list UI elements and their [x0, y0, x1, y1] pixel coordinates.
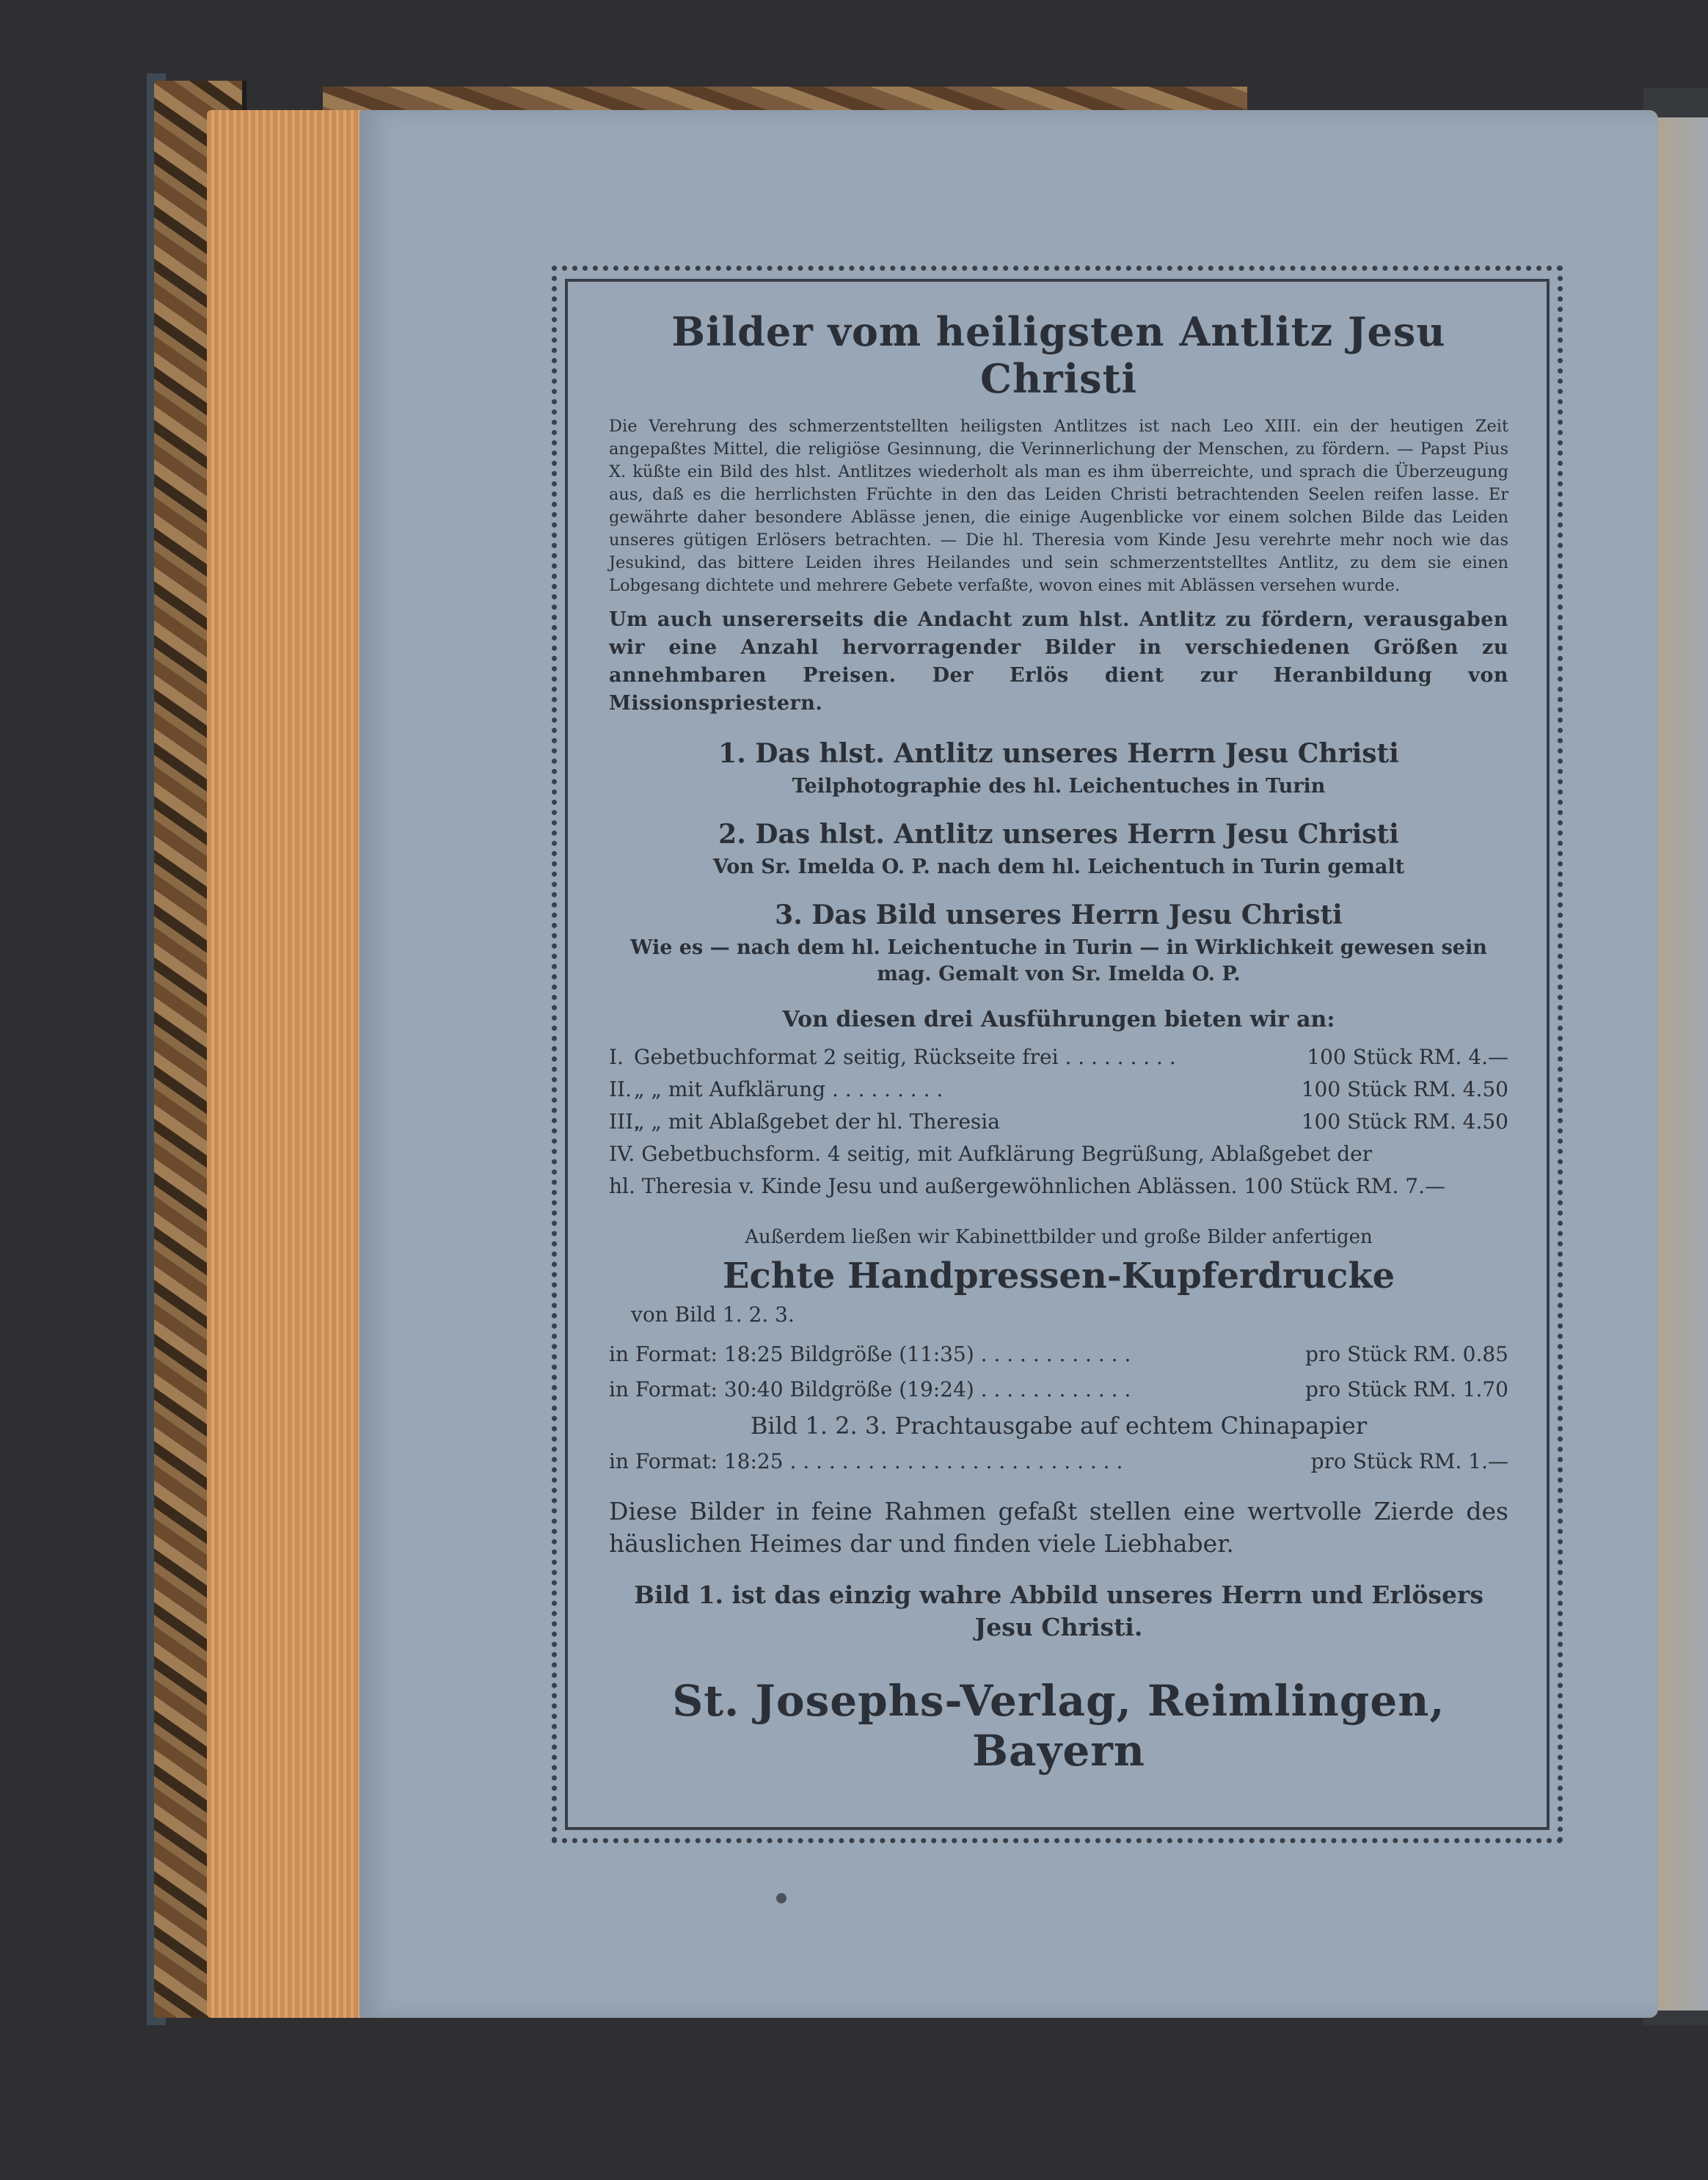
price-amount: 100 Stück RM. 4.50: [1301, 1109, 1508, 1134]
price-row-iv-line1: IV. Gebetbuchsform. 4 seitig, mit Aufklärung Begrüßung, Ablaßgebet der: [609, 1142, 1373, 1166]
also-note: Außerdem ließen wir Kabinettbilder und große Bilder anfertigen: [745, 1226, 1373, 1248]
price-number: III.: [609, 1109, 640, 1134]
price-description: „ „ mit Ablaßgebet der hl. Theresia: [634, 1109, 1000, 1134]
item-subtitle: Teilphotographie des hl. Leichentuches in Turin: [792, 775, 1326, 798]
item-3: [609, 900, 1508, 988]
price-row: [609, 1041, 1508, 1073]
closing-paragraph: Diese Bilder in feine Rahmen gefaßt stellen eine wertvolle Zierde des häuslichen Heimes dar und finden viele Liebhaber.: [609, 1497, 1508, 1558]
publisher-name: St. Josephs-Verlag, Reimlingen, Bayern: [672, 1676, 1445, 1776]
item-title: 3. Das Bild unseres Herrn Jesu Christi: [775, 900, 1343, 930]
format-description: in Format: 18:25 Bildgröße (11:35) . . . . . . . . . . . .: [609, 1342, 1131, 1366]
price-number: I.: [609, 1045, 624, 1069]
format-row: [609, 1372, 1508, 1407]
advertisement-content: [609, 308, 1508, 1776]
format-row: [609, 1337, 1508, 1372]
price-row: [609, 1073, 1508, 1106]
bold-claim: Bild 1. ist das einzig wahre Abbild unseres Herrn und Erlösers Jesu Christi.: [634, 1581, 1483, 1641]
intro-bold-paragraph: Um auch unsererseits die Andacht zum hlst. Antlitz zu fördern, verausgaben wir eine Anzahl hervorragender Bilder in verschiedenen Größen zu annehmbaren Preisen. Der Erlös dient zur Heranbildung von Missionspriestern.: [609, 608, 1508, 715]
price-description: Gebetbuchformat 2 seitig, Rückseite frei . . . . . . . . .: [634, 1045, 1176, 1069]
copper-print-heading: Echte Handpressen-Kupferdrucke: [722, 1255, 1395, 1297]
item-subtitle: Von Sr. Imelda O. P. nach dem hl. Leichentuch in Turin gemalt: [712, 856, 1405, 878]
ink-spot: [776, 1893, 787, 1903]
offer-heading: Von diesen drei Ausführungen bieten wir an:: [782, 1007, 1335, 1032]
intro-paragraph: Die Verehrung des schmerzentstellten heiligsten Antlitzes ist nach Leo XIII. ein der heutigen Zeit angepaßtes Mittel, die religiöse Gesinnung, die Verinnerlichung der Menschen, zu fördern. — Papst Pius X. küßte ein Bild des hlst. Antlitzes wiederholt als man es ihm überreichte, und sprach die Überzeugung aus, daß es die herrlichsten Früchte in den das Leiden Christi betrachtenden Seelen reifen lasse. Er gewährte daher besondere Ablässe jenen, die einige Augenblicke vor einem solchen Bilde das Leiden unseres gütigen Erlösers betrachten. — Die hl. Theresia vom Kinde Jesu verehrte mehr noch wie das Jesukind, das bittere Leiden ihres Heilandes und sein schmerzentstelltes Antlitz, zu dem sie einen Lobgesang dichtete und mehrere Gebete verfaßte, wovon eines mit Ablässen versehen wurde.: [609, 417, 1508, 595]
item-subtitle: Wie es — nach dem hl. Leichentuche in Turin — in Wirklichkeit gewesen sein mag. Gemalt von Sr. Imelda O. P.: [630, 936, 1487, 985]
price-description: „ „ mit Aufklärung . . . . . . . . .: [634, 1077, 944, 1101]
format-price: pro Stück RM. 1.—: [1310, 1449, 1508, 1473]
format-price: pro Stück RM. 0.85: [1305, 1342, 1508, 1366]
item-2: [609, 819, 1508, 881]
price-amount: 100 Stück RM. 4.—: [1307, 1045, 1508, 1069]
deluxe-edition: Bild 1. 2. 3. Prachtausgabe auf echtem Chinapapier: [750, 1412, 1368, 1440]
format-description: in Format: 30:40 Bildgröße (19:24) . . . . . . . . . . . .: [609, 1377, 1131, 1401]
item-title: 1. Das hlst. Antlitz unseres Herrn Jesu Christi: [718, 738, 1399, 769]
item-title: 2. Das hlst. Antlitz unseres Herrn Jesu Christi: [718, 819, 1399, 850]
page-title: Bilder vom heiligsten Antlitz Jesu Christi: [671, 308, 1446, 402]
price-amount: 100 Stück RM. 4.50: [1301, 1077, 1508, 1101]
page-edges: [207, 110, 376, 2018]
format-description: in Format: 18:25 . . . . . . . . . . . . . . . . . . . . . . . . . .: [609, 1449, 1123, 1473]
price-row: [609, 1106, 1508, 1138]
item-1: [609, 738, 1508, 800]
price-row-iv-line2: hl. Theresia v. Kinde Jesu und außergewöhnlichen Ablässen. 100 Stück RM. 7.—: [609, 1174, 1445, 1198]
from-pictures: von Bild 1. 2. 3.: [631, 1302, 795, 1327]
format-price: pro Stück RM. 1.70: [1305, 1377, 1508, 1401]
format-row: [609, 1444, 1508, 1479]
price-number: II.: [609, 1077, 632, 1101]
